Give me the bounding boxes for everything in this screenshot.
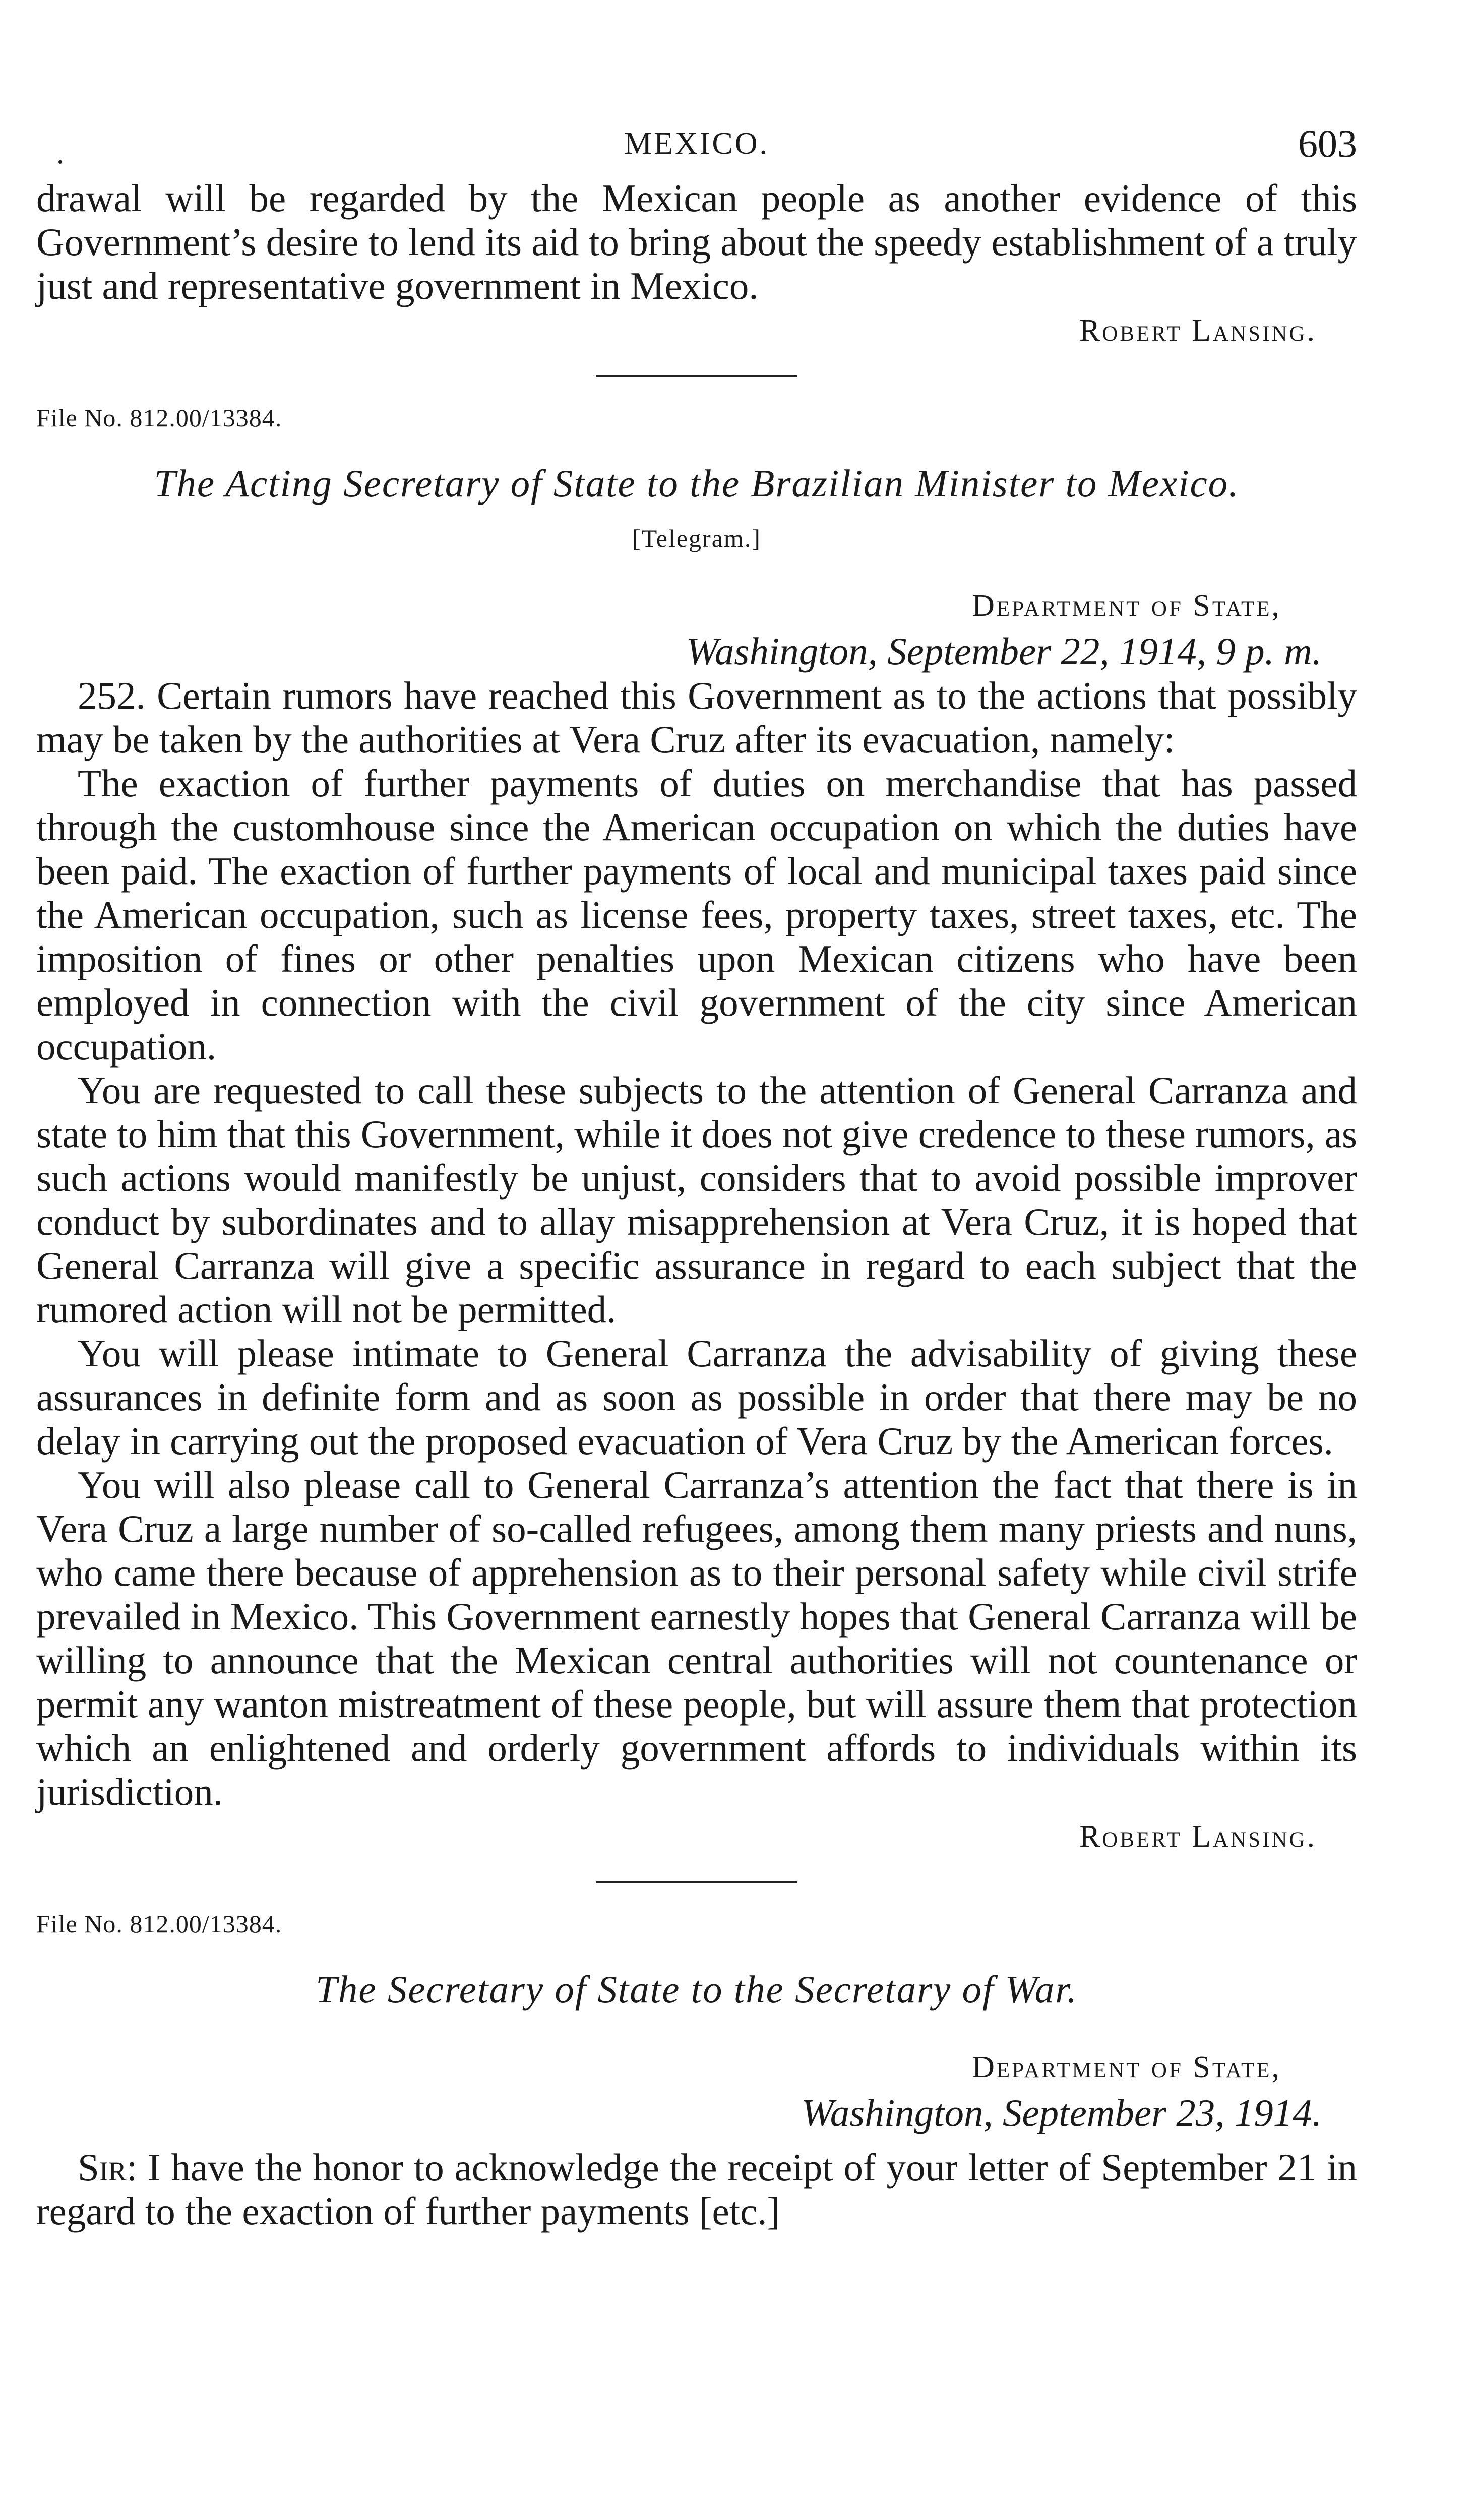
letter-department: Department of State, (972, 2050, 1281, 2085)
telegram-dateline (36, 583, 1357, 674)
telegram-signature: Robert Lansing. (1079, 1819, 1317, 1854)
letter-text: I have the honor to acknowledge the receipt of your letter of September 21 in regard to the exaction of further payments [etc.] (36, 2146, 1357, 2233)
telegram-paragraph: 252. Certain rumors have reached this Government as to the actions that possibly may be taken by the authorities at Vera Cruz after its evacuation, namely: (36, 674, 1357, 761)
running-head (36, 121, 1357, 176)
letter-heading: The Secretary of State to the Secretary of War. (316, 1968, 1078, 2011)
telegram-heading: The Acting Secretary of State to the Brazilian Minister to Mexico. (154, 462, 1240, 505)
telegram-file-number: File No. 812.00/13384. (36, 404, 282, 432)
telegram-paragraph: You will also please call to General Carranza’s attention the fact that there is in Vera Cruz a large number of so-called refugees, among them many priests and nuns, who came there because of apprehension as to their personal safety while civil strife prevailed in Mexico. This Government earnestly hopes that General Carranza will be willing to announce that the Mexican central authorities will not countenance or permit any wanton mistreatment of these people, but will assure them that protection which an enlightened and orderly government affords to individuals within its jurisdiction. (36, 1463, 1357, 1813)
margin-mark: . (56, 137, 64, 170)
letter-file-number: File No. 812.00/13384. (36, 1910, 282, 1938)
letter-dateline (36, 2045, 1357, 2135)
letter-salutation: Sir: (78, 2146, 138, 2189)
intro-signature: Robert Lansing. (1079, 313, 1317, 348)
intro-paragraph: drawal will be regarded by the Mexican people as another evidence of this Government’s desire to lend its aid to bring about the speedy establishment of a truly just and representative government in Mexico. (36, 176, 1357, 307)
telegram-department: Department of State, (972, 589, 1281, 623)
page-number: 603 (1298, 121, 1357, 165)
telegram-note: [Telegram.] (632, 524, 761, 552)
running-title: MEXICO. (624, 127, 770, 161)
letter-paragraph (36, 2146, 1357, 2233)
telegram-paragraph: You will please intimate to General Carranza the advisability of giving these assurances in definite form and as soon as possible in order that there may be no delay in carrying out the proposed evacuation of Vera Cruz by the American forces. (36, 1332, 1357, 1463)
section-divider (596, 1881, 797, 1883)
letter-place-date: Washington, September 23, 1914. (801, 2091, 1322, 2134)
telegram-place-date: Washington, September 22, 1914, 9 p. m. (686, 629, 1322, 673)
telegram-paragraph: You are requested to call these subjects to the attention of General Carranza and state to him that this Government, while it does not give credence to these rumors, as such actions would manifestly be unjust, considers that to avoid possible improver conduct by subordinates and to allay misapprehension at Vera Cruz, it is hoped that General Carranza will give a specific assurance in regard to each subject that the rumored action will not be permitted. (36, 1068, 1357, 1331)
section-divider (596, 375, 797, 377)
telegram-paragraph: The exaction of further payments of duties on merchandise that has passed through the customhouse since the American occupation on which the duties have been paid. The exaction of further payments of local and municipal taxes paid since the American occupation, such as license fees, property taxes, street taxes, etc. The imposition of fines or other penalties upon Mexican citizens who have been employed in connection with the civil government of the city since American occupation. (36, 762, 1357, 1068)
document-page (36, 121, 1357, 2233)
